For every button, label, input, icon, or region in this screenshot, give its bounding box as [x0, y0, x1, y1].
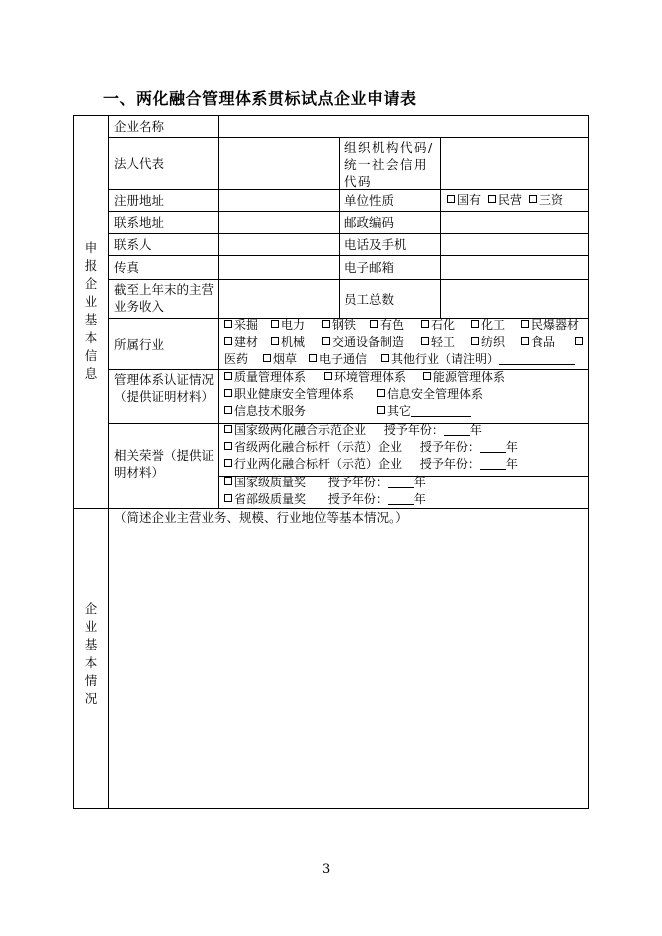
label-reg-address: 注册地址	[114, 193, 165, 208]
page-title: 一、两化融合管理体系贯标试点企业申请表	[103, 89, 417, 108]
company-overview-field[interactable]	[109, 527, 588, 808]
label-fax: 传真	[114, 260, 140, 275]
checkbox-icon	[263, 354, 271, 362]
email-field[interactable]	[441, 256, 588, 279]
cert-option-energy[interactable]: 能源管理体系	[423, 369, 505, 386]
checkbox-icon	[224, 494, 232, 502]
cert-option-quality[interactable]: 质量管理体系	[224, 369, 306, 386]
company-name-field[interactable]	[219, 116, 588, 137]
label-company-name: 企业名称	[114, 119, 165, 134]
label-legal-rep: 法人代表	[114, 156, 165, 171]
reg-address-field[interactable]	[219, 190, 339, 211]
legal-rep-field[interactable]	[219, 138, 339, 189]
checkbox-icon	[224, 459, 232, 467]
label-industry: 所属行业	[114, 336, 165, 352]
nature-option-state[interactable]: 国有	[447, 192, 481, 209]
industry-option-electronics[interactable]: 电子通信	[309, 351, 367, 368]
checkbox-icon	[521, 320, 529, 328]
label-mgmt-cert: 管理体系认证情况（提供证明材料）	[114, 372, 215, 404]
year-blank[interactable]	[388, 475, 414, 488]
year-blank[interactable]	[388, 492, 414, 505]
industry-option-petrochem[interactable]: 石化	[421, 317, 455, 334]
industry-option-textile[interactable]: 纺织	[471, 334, 505, 351]
cert-option-health[interactable]: 职业健康安全管理体系	[224, 386, 354, 403]
page-number: 3	[322, 862, 331, 877]
checkbox-icon	[488, 195, 496, 203]
industry-option-steel[interactable]: 钢铁	[322, 317, 356, 334]
checkbox-icon	[529, 195, 537, 203]
checkbox-icon	[224, 372, 232, 380]
postal-code-field[interactable]	[441, 212, 588, 233]
revenue-field[interactable]	[219, 280, 339, 318]
industry-option-medicine-label: 医药	[224, 352, 249, 366]
cert-other-blank[interactable]	[411, 404, 471, 417]
label-revenue: 截至上年末的主营业务收入	[114, 282, 215, 314]
industry-option-power[interactable]: 电力	[271, 317, 305, 334]
industry-option-other[interactable]: 其他行业（请注明）	[381, 351, 575, 368]
nature-option-foreign[interactable]: 三资	[529, 192, 563, 209]
checkbox-icon	[370, 320, 378, 328]
cert-option-infosec[interactable]: 信息安全管理体系	[377, 386, 483, 403]
honor-industry-benchmark[interactable]: 行业两化融合标杆（示范）企业 授予年份： 年	[224, 456, 518, 473]
contact-address-field[interactable]	[219, 212, 339, 233]
checkbox-icon	[322, 337, 330, 345]
label-employees: 员工总数	[344, 291, 395, 307]
phone-field[interactable]	[441, 234, 588, 255]
honor-provincial-benchmark[interactable]: 省级两化融合标杆（示范）企业 授予年份： 年	[224, 439, 518, 456]
industry-option-chemical[interactable]: 化工	[471, 317, 505, 334]
industry-option-light-industry[interactable]: 轻工	[421, 334, 455, 351]
label-unit-nature: 单位性质	[344, 193, 395, 208]
checkbox-icon	[322, 320, 330, 328]
honor-national-demo[interactable]: 国家级两化融合示范企业 授予年份： 年	[224, 422, 482, 439]
checkbox-icon	[575, 337, 583, 345]
industry-option-medicine-box[interactable]	[575, 334, 585, 351]
industry-other-blank[interactable]	[499, 352, 575, 365]
checkbox-icon	[521, 337, 529, 345]
label-phone: 电话及手机	[344, 237, 407, 252]
checkbox-icon	[224, 389, 232, 397]
industry-option-machinery[interactable]: 机械	[271, 334, 305, 351]
label-contact-person: 联系人	[114, 237, 152, 252]
industry-option-building-materials[interactable]: 建材	[224, 334, 258, 351]
checkbox-icon	[271, 337, 279, 345]
contact-person-field[interactable]	[219, 234, 339, 255]
fax-field[interactable]	[219, 256, 339, 279]
label-email: 电子邮箱	[344, 260, 395, 275]
label-org-code: 组织机构代码/统一社会信用代码	[344, 140, 434, 189]
application-form	[73, 115, 589, 809]
industry-option-nonferrous[interactable]: 有色	[370, 317, 404, 334]
section-label-company-overview: 企业基本情况	[84, 601, 98, 706]
industry-option-transport-equipment[interactable]: 交通设备制造	[322, 334, 404, 351]
nature-option-private[interactable]: 民营	[488, 192, 522, 209]
org-code-field[interactable]	[441, 138, 588, 189]
label-honors: 相关荣誉（提供证明材料）	[114, 448, 215, 480]
checkbox-icon	[224, 425, 232, 433]
checkbox-icon	[471, 337, 479, 345]
year-blank[interactable]	[444, 423, 470, 436]
checkbox-icon	[423, 372, 431, 380]
checkbox-icon	[421, 337, 429, 345]
honor-provincial-quality[interactable]: 省部级质量奖 授予年份： 年	[224, 491, 426, 508]
checkbox-icon	[377, 406, 385, 414]
checkbox-icon	[224, 442, 232, 450]
industry-option-food[interactable]: 食品	[521, 334, 555, 351]
checkbox-icon	[309, 354, 317, 362]
checkbox-icon	[224, 477, 232, 485]
checkbox-icon	[224, 406, 232, 414]
industry-option-explosives[interactable]: 民爆器材	[521, 317, 579, 334]
industry-option-mining[interactable]: 采掘	[224, 317, 258, 334]
checkbox-icon	[324, 372, 332, 380]
checkbox-icon	[447, 195, 455, 203]
section-label-basic-info: 申报企业基本信息	[84, 240, 98, 381]
cert-option-other[interactable]: 其它	[377, 403, 471, 420]
year-blank[interactable]	[480, 457, 506, 470]
employees-field[interactable]	[441, 280, 588, 318]
label-contact-address: 联系地址	[114, 215, 165, 230]
cert-option-it-service[interactable]: 信息技术服务	[224, 403, 306, 420]
cert-option-environment[interactable]: 环境管理体系	[324, 369, 406, 386]
year-blank[interactable]	[480, 440, 506, 453]
checkbox-icon	[421, 320, 429, 328]
description-hint: （简述企业主营业务、规模、行业地位等基本情况。）	[114, 510, 408, 525]
honor-national-quality[interactable]: 国家级质量奖 授予年份： 年	[224, 474, 426, 491]
checkbox-icon	[271, 320, 279, 328]
checkbox-icon	[377, 389, 385, 397]
checkbox-icon	[381, 354, 389, 362]
checkbox-icon	[224, 337, 232, 345]
industry-option-tobacco[interactable]: 烟草	[263, 351, 297, 368]
checkbox-icon	[471, 320, 479, 328]
label-postal-code: 邮政编码	[344, 215, 395, 230]
checkbox-icon	[224, 320, 232, 328]
